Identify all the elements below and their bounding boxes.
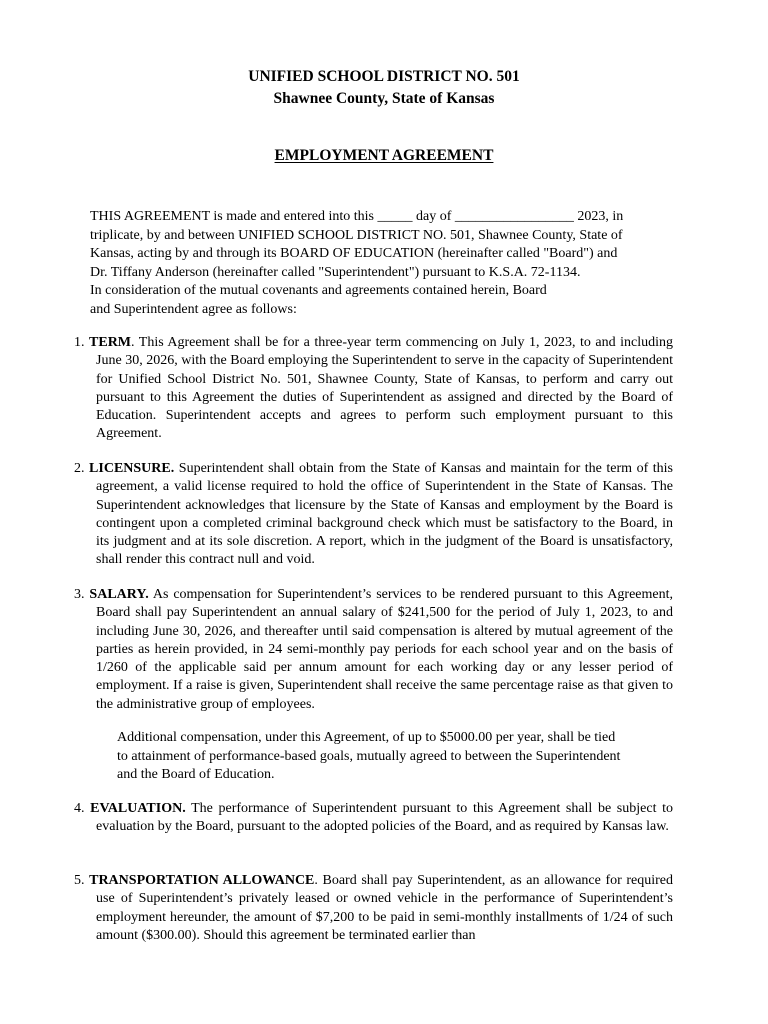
section-transportation-allowance (74, 872, 673, 945)
section-heading: TERM (89, 335, 132, 350)
section-body: Superintendent shall obtain from the State of Kansas and maintain for the term of this agreement, a valid license required to hold the office of Superintendent in the State of Kansas. The Superintendent acknowledges that licensure by the State of Kansas and employment by the Board is contingent upon a completed criminal background check which must be satisfactory to the Board, in its judgment and at its sole discretion. A report, which in the judgment of the Board is unsatisfactory, shall render this contract null and void. (96, 461, 674, 568)
section-heading: LICENSURE. (89, 461, 175, 476)
section-number: 2. (74, 461, 90, 476)
intro-line: Kansas, acting by and through its BOARD OF EDUCATION (hereinafter called "Board") and (90, 246, 618, 262)
additional-line: to attainment of performance-based goals, mutually agreed to between the Superintendent (117, 748, 621, 764)
section-heading: TRANSPORTATION ALLOWANCE (89, 873, 315, 888)
section-body: . Board shall pay Superintendent, as an allowance for required use of Superintendent’s privately leased or owned vehicle in the performance of Superintendent’s employment hereunder, the amount of $7,200 to be paid in semi-monthly installments of 1/24 of such amount ($300.00). Should this agreement be terminated earlier than (96, 873, 674, 943)
intro-line: In consideration of the mutual covenants and agreements contained herein, Board (90, 283, 547, 299)
document-title: EMPLOYMENT AGREEMENT (274, 147, 494, 164)
section-evaluation (74, 800, 673, 837)
section-heading: SALARY. (89, 587, 149, 602)
section-term (74, 334, 673, 444)
section-body: As compensation for Superintendent’s services to be rendered pursuant to this Agreement, Board shall pay Superintendent an annual salary of $241,500 for the period of July 1, 2023, to and including June 30, 2026, and thereafter until said compensation is altered by mutual agreement of the parties as herein provided, in 24 semi-monthly pay periods for each school year and on the basis of 1/260 of the applicable said per annum amount for each working day or any lesser period of employment. If a raise is given, Superintendent shall receive the same percentage raise as that given to the administrative group of employees. (96, 587, 673, 712)
section-salary (74, 586, 673, 714)
district-name: UNIFIED SCHOOL DISTRICT NO. 501 (248, 68, 520, 85)
section-body: . This Agreement shall be for a three-year term commencing on July 1, 2023, to and including June 30, 2026, with the Board employing the Superintendent to serve in the capacity of Superintendent for Unified School District No. 501, Shawnee County, State of Kansas, to perform and carry out pursuant to this Agreement the duties of Superintendent as assigned and directed by the Board of Education. Superintendent accepts and agrees to perform such employment pursuant to this Agreement. (96, 335, 673, 442)
section-number: 5. (74, 873, 90, 888)
section-number: 4. (74, 801, 91, 816)
additional-line: Additional compensation, under this Agreement, of up to $5000.00 per year, shall be tied (117, 730, 616, 745)
intro-line: THIS AGREEMENT is made and entered into this _____ day of _________________ 2023, in (90, 209, 624, 224)
intro-line: Dr. Tiffany Anderson (hereinafter called "Superintendent") pursuant to K.S.A. 72-1134. (90, 264, 581, 280)
intro-line: triplicate, by and between UNIFIED SCHOOL DISTRICT NO. 501, Shawnee County, State of (90, 227, 623, 243)
additional-line: and the Board of Education. (117, 767, 275, 782)
intro-paragraph (90, 208, 670, 320)
section-body: The performance of Superintendent pursuant to this Agreement shall be subject to evaluation by the Board, pursuant to the adopted policies of the Board, and as required by Kansas law. (96, 801, 673, 835)
section-licensure (74, 460, 673, 570)
section-number: 1. (74, 335, 90, 350)
county-state: Shawnee County, State of Kansas (273, 90, 495, 107)
section-heading: EVALUATION. (90, 801, 186, 816)
additional-compensation-paragraph (117, 729, 667, 785)
intro-line: and Superintendent agree as follows: (90, 301, 297, 317)
section-number: 3. (74, 587, 90, 602)
